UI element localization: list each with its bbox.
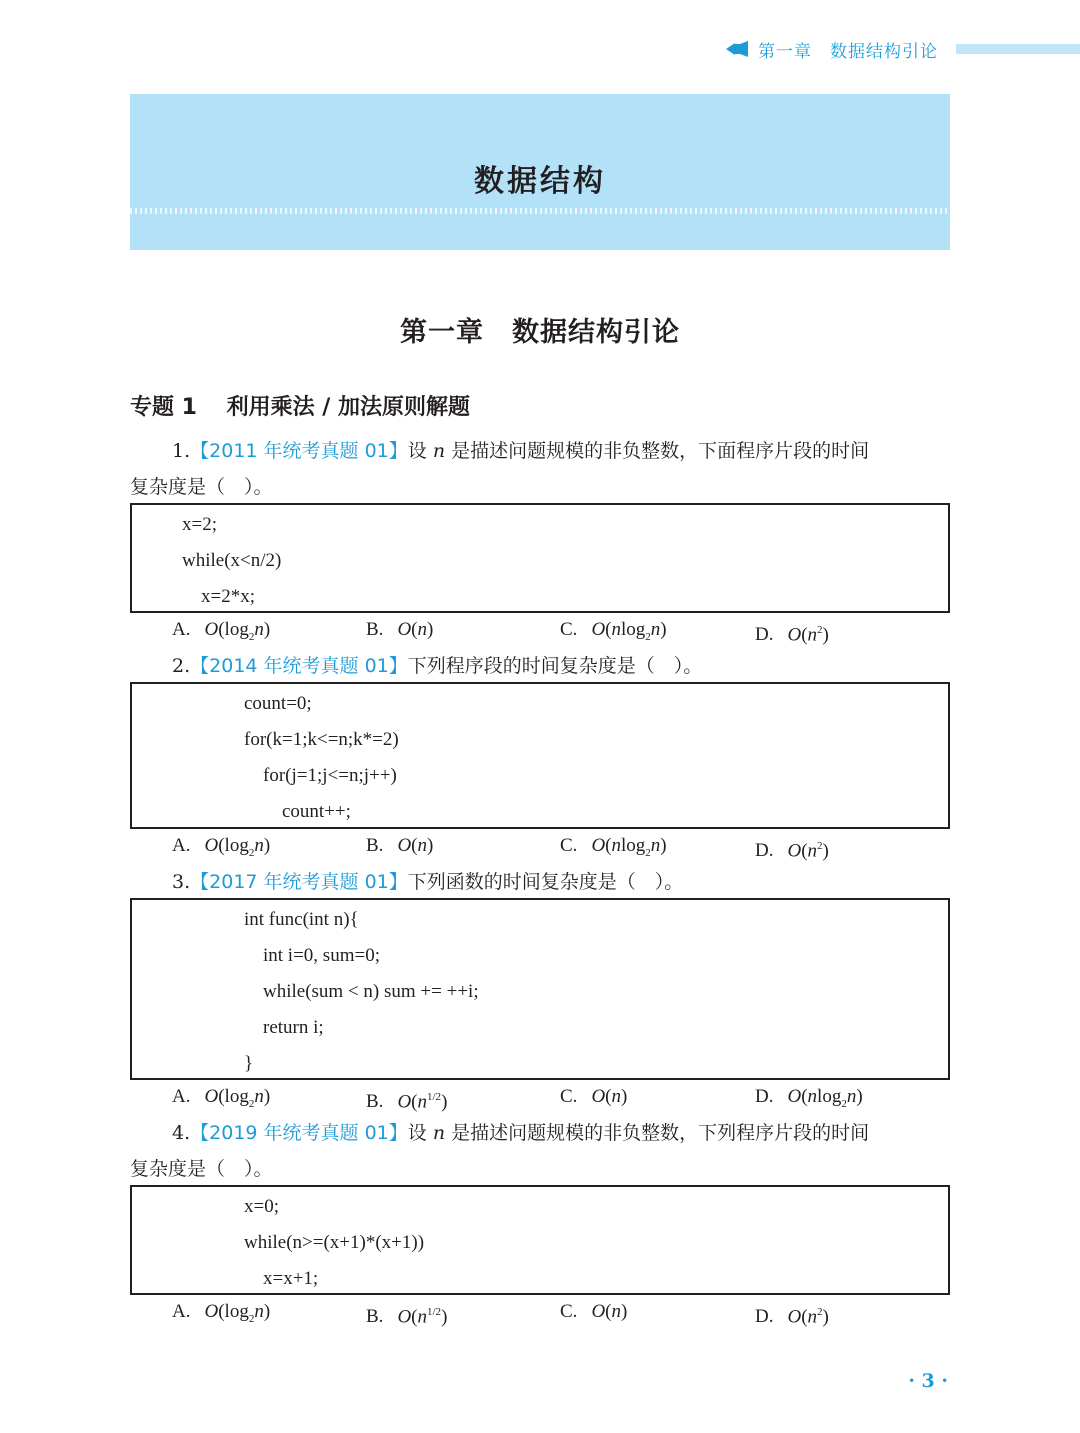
question-text: 设 n 是描述问题规模的非负整数，下面程序片段的时间: [407, 440, 870, 462]
code-line: x=x+1;: [244, 1268, 319, 1289]
option-b: B. $O(n^{1/2})$: [366, 1306, 448, 1328]
question-1-line-2: 复杂度是（ ）。: [130, 476, 273, 498]
question-2-options: [172, 828, 952, 864]
option-d: D. $O(n^2)$: [755, 624, 829, 646]
code-box-2: [130, 682, 950, 829]
question-number: 3.: [172, 871, 191, 893]
running-header-title: 数据结构引论: [830, 41, 938, 62]
banner-wave-decoration: [130, 208, 950, 214]
code-line: int func(int n){: [244, 909, 359, 930]
code-line: for(k=1;k<=n;k*=2): [244, 729, 399, 750]
running-header: [726, 36, 1080, 62]
question-tag: 【2019 年统考真题 01】: [190, 1122, 408, 1144]
option-d: D. $O(n^2)$: [755, 1306, 829, 1328]
question-3-options: [172, 1079, 952, 1115]
chapter-heading: 第一章 数据结构引论: [400, 317, 680, 348]
code-line: count++;: [244, 801, 351, 822]
code-box-1: [130, 503, 950, 613]
question-text: 下列函数的时间复杂度是（ ）。: [407, 871, 684, 893]
option-a: A. $O(\log_2n)$: [172, 835, 271, 859]
option-a: A. $O(\log_2n)$: [172, 1301, 271, 1325]
topic-label: 专题 1: [130, 395, 197, 420]
option-a: A. $O(\log_2n)$: [172, 1086, 271, 1110]
code-line: while(x<n/2): [182, 550, 282, 571]
option-c: C. O(n): [560, 1301, 628, 1322]
code-line: for(j=1;j<=n;j++): [244, 765, 397, 786]
question-number: 2.: [172, 655, 191, 677]
option-d: D. $O(n^2)$: [755, 840, 829, 862]
code-line: x=2;: [182, 514, 217, 535]
question-text: 下列程序段的时间复杂度是（ ）。: [407, 655, 703, 677]
code-box-4: [130, 1185, 950, 1295]
code-line: x=0;: [244, 1196, 279, 1217]
question-tag: 【2011 年统考真题 01】: [190, 440, 408, 462]
running-header-chapter: 第一章: [758, 41, 812, 62]
code-line: while(sum < n) sum += ++i;: [244, 981, 479, 1002]
topic-heading: [130, 390, 470, 421]
option-c: C. O(nlog$_2$n): [560, 619, 667, 643]
code-line: count=0;: [244, 693, 312, 714]
part-banner: [130, 94, 950, 250]
question-3-line-1: [130, 864, 950, 900]
question-1-line-1: [130, 433, 950, 469]
option-c: C. O(nlog$_2$n): [560, 835, 667, 859]
option-b: B. O(n): [366, 835, 434, 856]
question-4-line-1: [130, 1115, 950, 1151]
topic-title: 利用乘法 / 加法原则解题: [226, 395, 470, 420]
question-4-options: [172, 1294, 952, 1330]
question-4-line-2: 复杂度是（ ）。: [130, 1158, 273, 1180]
banner-title: 数据结构: [474, 164, 606, 199]
code-line: int i=0, sum=0;: [244, 945, 380, 966]
question-tag: 【2017 年统考真题 01】: [190, 871, 408, 893]
page-number: · 3 ·: [908, 1370, 948, 1392]
code-line: return i;: [244, 1017, 324, 1038]
speaker-arrow-icon: [726, 41, 750, 57]
code-line: }: [244, 1053, 254, 1074]
question-number: 4.: [172, 1122, 191, 1144]
question-number: 1.: [172, 440, 191, 462]
option-a: A. $O(\log_2n)$: [172, 619, 271, 643]
option-d: D. O(nlog$_2$n): [755, 1086, 863, 1110]
code-line: while(n>=(x+1)*(x+1)): [244, 1232, 425, 1253]
code-line: x=2*x;: [182, 586, 255, 607]
code-box-3: [130, 898, 950, 1080]
question-2-line-1: [130, 648, 950, 684]
option-b: B. $O(n^{1/2})$: [366, 1091, 448, 1113]
question-text: 设 n 是描述问题规模的非负整数，下列程序片段的时间: [407, 1122, 870, 1144]
question-tag: 【2014 年统考真题 01】: [190, 655, 408, 677]
question-1-options: [172, 612, 952, 648]
running-header-bar: [956, 44, 1080, 54]
option-b: B. O(n): [366, 619, 434, 640]
option-c: C. O(n): [560, 1086, 628, 1107]
